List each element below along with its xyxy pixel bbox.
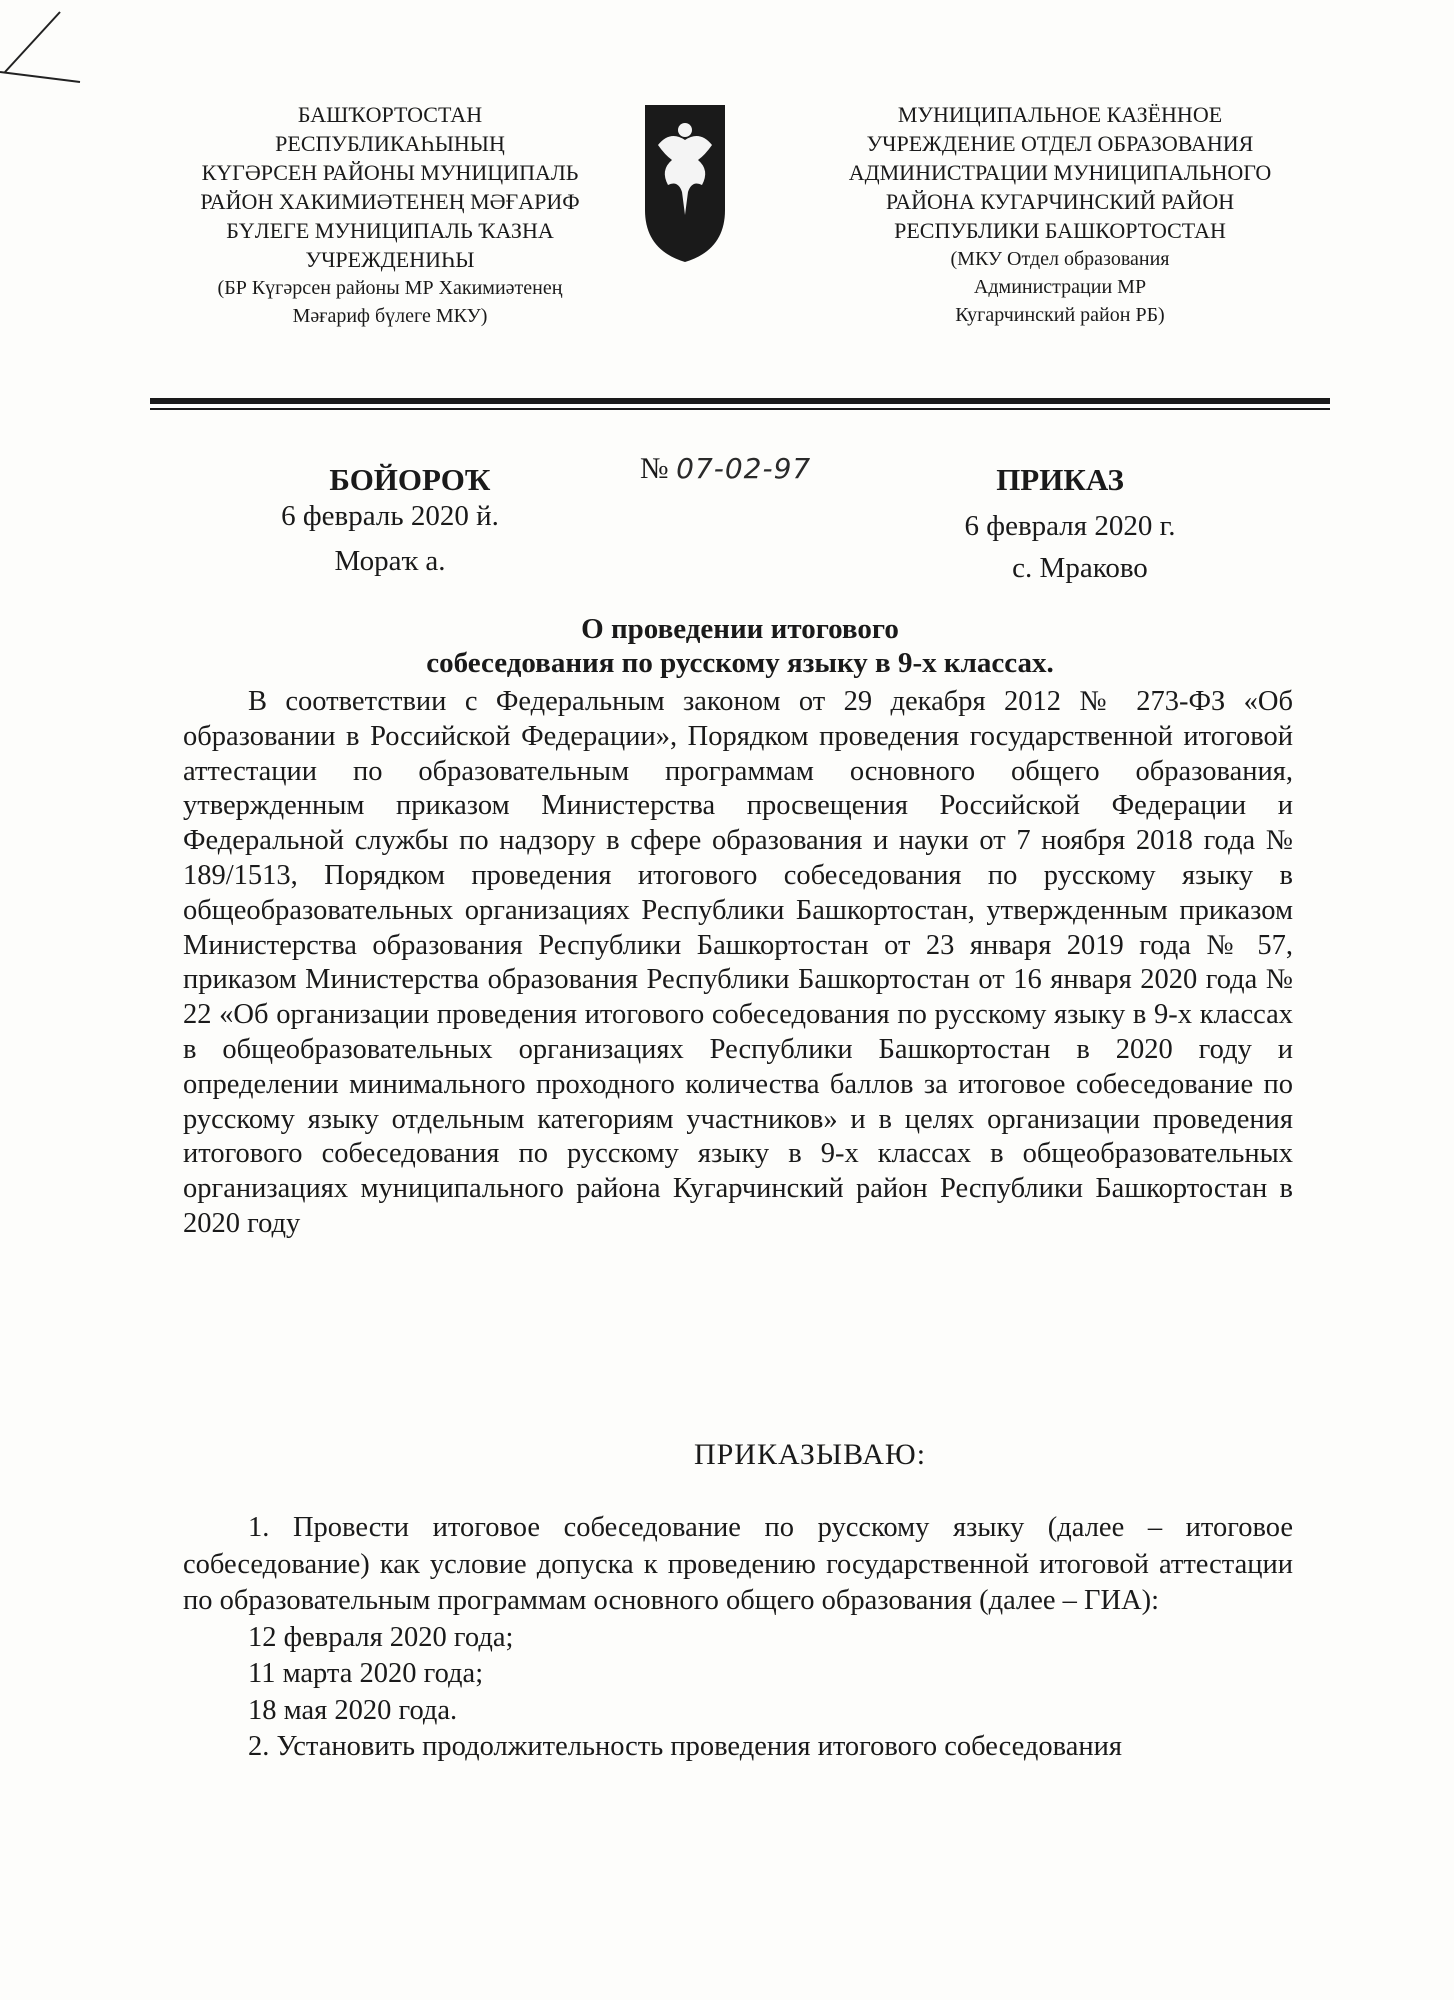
header-right-short: Кугарчинский район РБ) [955,304,1165,326]
eagle-emblem-icon [640,100,730,265]
order-number-handwritten: 07-02-97 [676,452,812,485]
preamble-paragraph: В соответствии с Федеральным законом от 29 декабря 2012 № 273-ФЗ «Об образовании в Российской Федерации», Порядком проведения государственной итоговой аттестации по образовательным программам основного общего образования, утвержденным приказом Министерства просвещения Российской Федерации и Федеральной службы по надзору в сфере образования и науки от 7 ноября 2018 года № 189/1513, Порядком проведения итогового собеседования по русскому языку в общеобразовательных организациях Республики Башкортостан, утвержденным приказом Министерства образования Республики Башкортостан от 23 января 2019 года № 57, приказом Министерства образования Республики Башкортостан от 16 января 2020 года № 22 «Об организации проведения итогового собеседования по русскому языку в 9-х классах в общеобразовательных организациях Республики Башкортостан в 2020 году и определении минимального проходного количества баллов за итоговое собеседование по русскому языку отдельным категориям участников» и в целях организации проведения итогового собеседования по русскому языку в 9-х классах в общеобразовательных организациях муниципального района Кугарчинский район Республики Башкортостан в 2020 году [183,686,1293,1239]
header-right-line: МУНИЦИПАЛЬНОЕ КАЗЁННОЕ [897,102,1223,127]
header-divider [150,398,1330,404]
header-left-line: РАЙОН ХАКИМИӘТЕНЕҢ МӘҒАРИФ [200,189,580,214]
header-left-short: Мәғариф бүлеге МКУ) [292,305,488,327]
header-right-line: АДМИНИСТРАЦИИ МУНИЦИПАЛЬНОГО [848,160,1272,185]
subject-line: О проведении итогового [581,613,899,645]
order-number [640,452,811,486]
exam-date: 11 марта 2020 года; [248,1658,484,1689]
order-item-1: 1. Провести итоговое собеседование по русскому языку (далее – итоговое собеседование) как условие допуска к проведению государственной итоговой аттестации по образовательным программам основного общего образования (далее – ГИА): [183,1512,1293,1616]
order-items [183,1510,1293,1766]
header-left-short: (БР Күгәрсен районы МР Хакимиәтенең [217,277,563,299]
header-left-line: БҮЛЕГЕ МУНИЦИПАЛЬ ҠАЗНА [226,218,554,243]
order-title-russian: ПРИКАЗ [996,462,1124,497]
header-left-line: РЕСПУБЛИКАҺЫНЫҢ [275,131,505,156]
header-divider-thin [150,408,1330,410]
header-right-line: УЧРЕЖДЕНИЕ ОТДЕЛ ОБРАЗОВАНИЯ [866,131,1254,156]
exam-date: 18 мая 2020 года. [248,1694,458,1726]
header-left-line: БАШҠОРТОСТАН [297,102,483,127]
order-subject [150,612,1330,680]
header-right-short: Администрации МР [973,276,1147,298]
order-place-bashkir: Мораҡ а. [334,545,446,577]
header-left-block [150,100,630,330]
order-item-2: 2. Установить продолжительность проведения итогового собеседования [248,1731,1123,1762]
header-left-line: КҮГӘРСЕН РАЙОНЫ МУНИЦИПАЛЬ [201,160,579,185]
header-right-block [820,100,1300,329]
header-right-line: РАЙОНА КУГАРЧИНСКИЙ РАЙОН [885,189,1235,214]
subject-line: собеседования по русскому языку в 9-х классах. [426,647,1054,679]
pen-stroke-mark [0,0,90,100]
order-place-russian: с. Мраково [1012,552,1148,584]
header-right-line: РЕСПУБЛИКИ БАШКОРТОСТАН [894,218,1226,243]
preamble-block [183,685,1293,1242]
order-date-russian: 6 февраля 2020 г. [964,510,1176,542]
exam-date: 12 февраля 2020 года; [248,1621,514,1653]
order-title-bashkir: БОЙОРОҠ [329,462,491,497]
order-date-bashkir: 6 февраль 2020 й. [281,500,499,532]
order-directive-heading: ПРИКАЗЫВАЮ: [693,1438,927,1471]
number-sign: № [640,452,669,485]
header-left-line: УЧРЕЖДЕНИҺЫ [305,247,475,272]
header-right-short: (МКУ Отдел образования [950,248,1170,270]
